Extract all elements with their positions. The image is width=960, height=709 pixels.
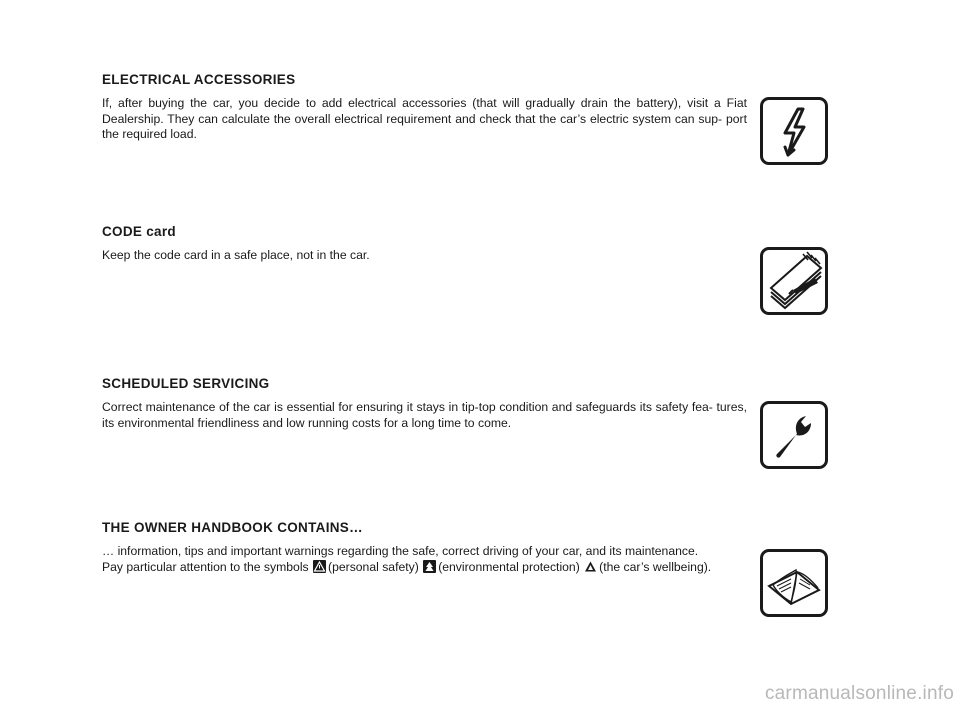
section-body: Keep the code card in a safe place, not in the car.: [102, 248, 370, 262]
watermark: carmanualsonline.info: [764, 683, 954, 704]
lightning-icon: [760, 97, 828, 165]
section-code-card: [102, 224, 747, 264]
car-wellbeing-symbol-icon: [584, 560, 597, 573]
section-title: CODE card: [102, 224, 176, 239]
personal-safety-symbol-icon: [313, 560, 326, 573]
section-body-line-1: … information, tips and important warnings regarding the safe, correct driving of your car, and its maintenance.: [102, 544, 699, 558]
section-body: If, after buying the car, you decide to add electrical accessories (that will gradually drain the battery), visit a Fiat Dealership. They can calculate the overall electrical requirement and check that the car’s electric system can sup- port the required load.: [102, 96, 747, 141]
symbol-car-label: (the car’s wellbeing).: [599, 559, 712, 574]
section-scheduled-servicing: [102, 376, 747, 431]
environment-symbol-icon: [423, 560, 436, 573]
section-owner-handbook: [102, 520, 747, 575]
symbols-intro: Pay particular attention to the symbols: [102, 559, 309, 574]
section-title: ELECTRICAL ACCESSORIES: [102, 72, 296, 87]
section-title: SCHEDULED SERVICING: [102, 376, 270, 391]
wrench-icon: [760, 401, 828, 469]
notebook-pen-icon: [760, 247, 828, 315]
section-body-line-2: [102, 560, 747, 576]
section-body: Correct maintenance of the car is essential for ensuring it stays in tip-top condition and safeguards its safety fea- tures, its environmental friendliness and low running costs for a long time to come.: [102, 400, 747, 430]
symbol-environment-label: (environmental protection): [438, 559, 580, 574]
symbol-personal-label: (personal safety): [328, 559, 419, 574]
open-book-icon: [760, 549, 828, 617]
section-title: THE OWNER HANDBOOK CONTAINS…: [102, 520, 363, 535]
section-electrical-accessories: [102, 72, 747, 143]
